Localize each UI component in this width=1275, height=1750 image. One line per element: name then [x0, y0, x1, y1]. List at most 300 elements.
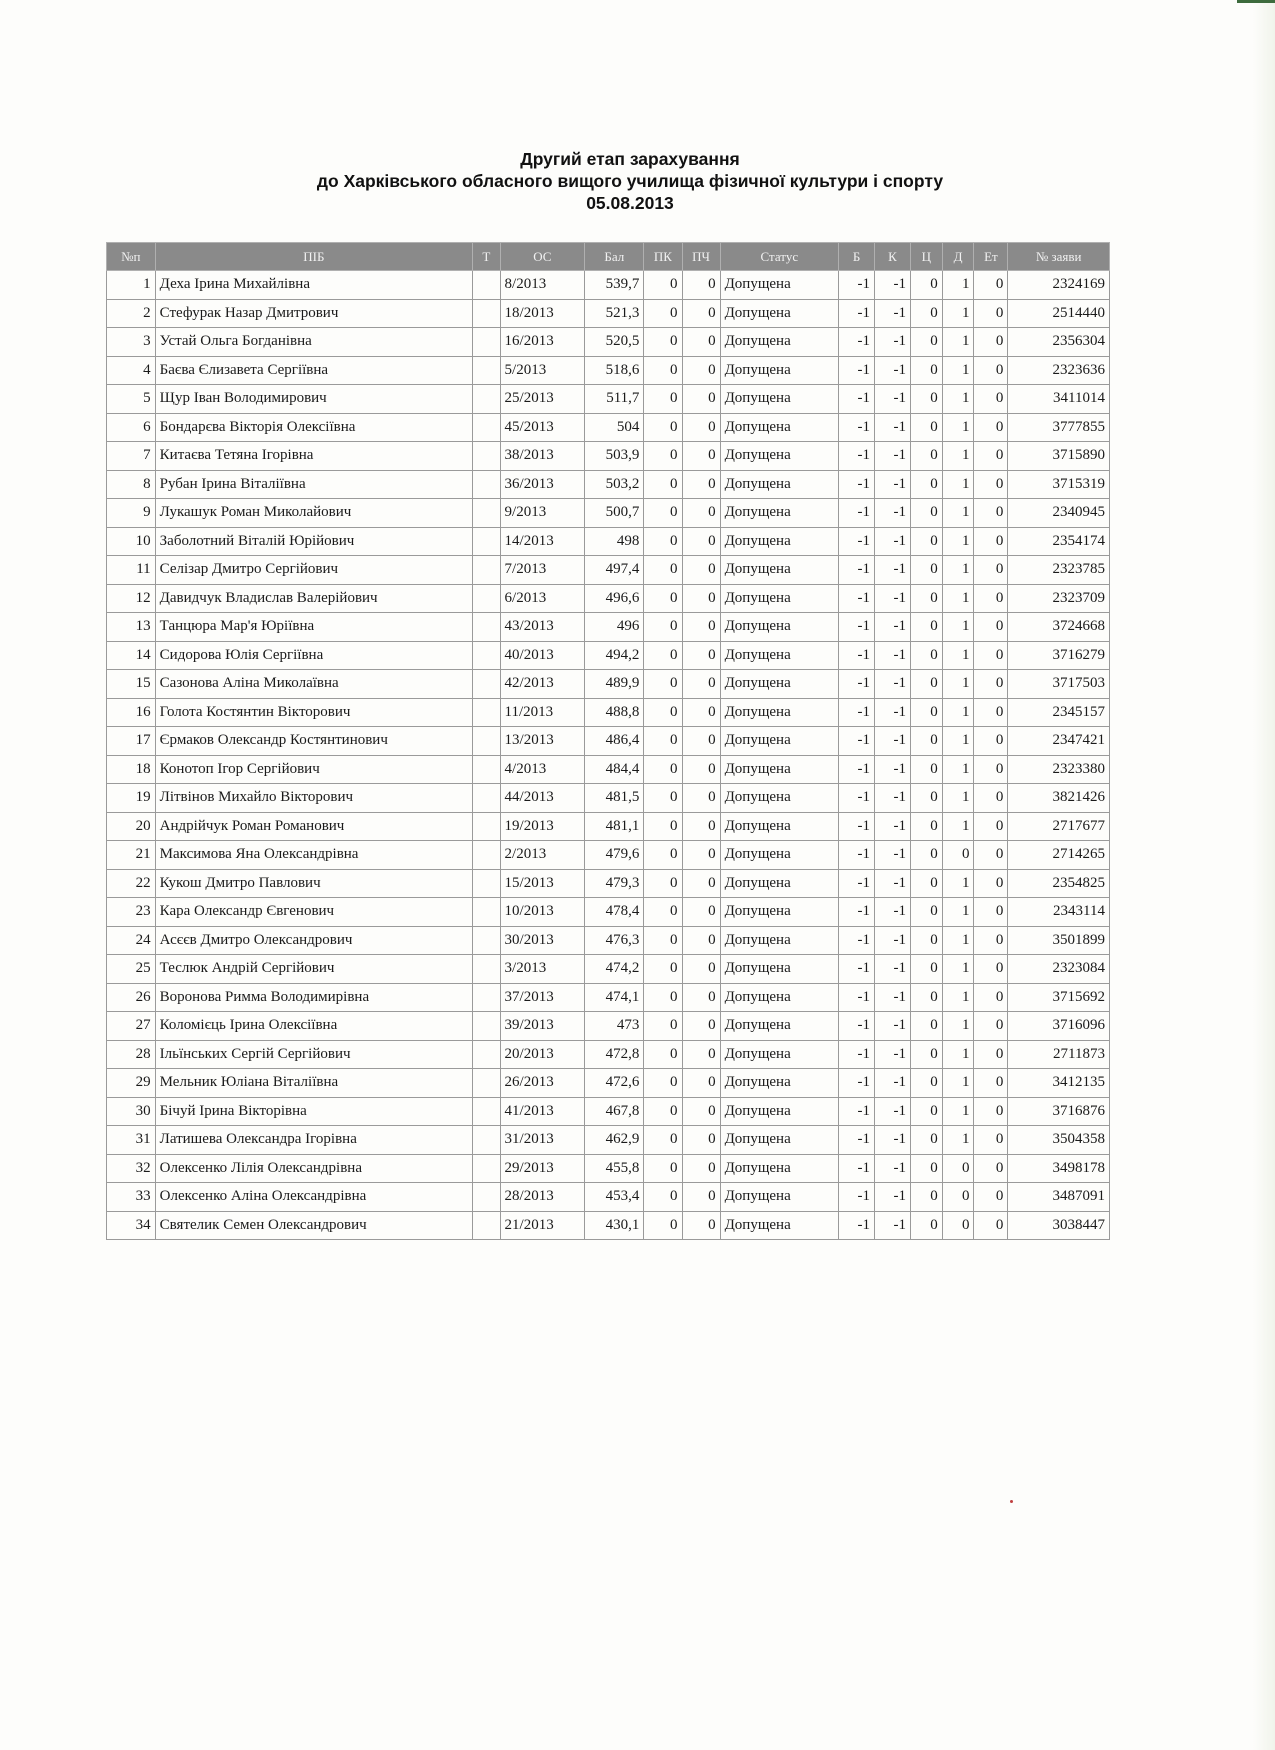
cell-b: -1: [839, 1040, 875, 1069]
cell-t: [473, 271, 501, 300]
cell-et: 0: [974, 812, 1008, 841]
cell-k: -1: [875, 470, 911, 499]
cell-num: 26: [107, 983, 156, 1012]
cell-pch: 0: [682, 1069, 720, 1098]
cell-ts: 0: [911, 1211, 943, 1240]
cell-name: Андрійчук Роман Романович: [155, 812, 472, 841]
cell-name: Стефурак Назар Дмитрович: [155, 299, 472, 328]
table-row: [107, 670, 1110, 699]
cell-os: 40/2013: [500, 641, 585, 670]
cell-status: Допущена: [720, 1012, 838, 1041]
cell-pch: 0: [682, 1012, 720, 1041]
cell-et: 0: [974, 1040, 1008, 1069]
cell-t: [473, 983, 501, 1012]
cell-pch: 0: [682, 1097, 720, 1126]
cell-name: Святелик Семен Олександрович: [155, 1211, 472, 1240]
cell-k: -1: [875, 670, 911, 699]
table-row: [107, 613, 1110, 642]
cell-t: [473, 613, 501, 642]
cell-num: 15: [107, 670, 156, 699]
cell-et: 0: [974, 1012, 1008, 1041]
cell-name: Кукош Дмитро Павлович: [155, 869, 472, 898]
cell-b: -1: [839, 1183, 875, 1212]
cell-k: -1: [875, 1069, 911, 1098]
cell-d: 1: [942, 1126, 974, 1155]
cell-pk: 0: [644, 898, 682, 927]
cell-t: [473, 841, 501, 870]
cell-score: 478,4: [585, 898, 644, 927]
cell-et: 0: [974, 841, 1008, 870]
header-num: №п: [107, 243, 156, 271]
cell-ts: 0: [911, 527, 943, 556]
cell-et: 0: [974, 1211, 1008, 1240]
cell-name: Латишева Олександра Ігорівна: [155, 1126, 472, 1155]
cell-pk: 0: [644, 527, 682, 556]
title-line-2: до Харківського обласного вищого училища фізичної культури і спорту: [316, 171, 944, 191]
cell-name: Лукашук Роман Миколайович: [155, 499, 472, 528]
cell-num: 6: [107, 413, 156, 442]
cell-ts: 0: [911, 1183, 943, 1212]
cell-os: 45/2013: [500, 413, 585, 442]
cell-ts: 0: [911, 727, 943, 756]
cell-k: -1: [875, 385, 911, 414]
cell-os: 10/2013: [500, 898, 585, 927]
cell-pch: 0: [682, 755, 720, 784]
table-row: [107, 841, 1110, 870]
cell-num: 3: [107, 328, 156, 357]
cell-d: 1: [942, 299, 974, 328]
cell-score: 496,6: [585, 584, 644, 613]
cell-application-no: 2717677: [1008, 812, 1110, 841]
cell-t: [473, 1069, 501, 1098]
cell-d: 1: [942, 1097, 974, 1126]
table-row: [107, 356, 1110, 385]
cell-application-no: 2354825: [1008, 869, 1110, 898]
cell-pch: 0: [682, 499, 720, 528]
cell-d: 1: [942, 1040, 974, 1069]
cell-application-no: 3777855: [1008, 413, 1110, 442]
cell-pch: 0: [682, 385, 720, 414]
cell-os: 39/2013: [500, 1012, 585, 1041]
cell-name: Устай Ольга Богданівна: [155, 328, 472, 357]
cell-b: -1: [839, 499, 875, 528]
cell-et: 0: [974, 955, 1008, 984]
cell-num: 1: [107, 271, 156, 300]
cell-status: Допущена: [720, 1126, 838, 1155]
cell-k: -1: [875, 1183, 911, 1212]
cell-num: 2: [107, 299, 156, 328]
cell-pch: 0: [682, 1126, 720, 1155]
cell-os: 25/2013: [500, 385, 585, 414]
cell-pk: 0: [644, 841, 682, 870]
cell-application-no: 2323636: [1008, 356, 1110, 385]
cell-status: Допущена: [720, 869, 838, 898]
cell-pch: 0: [682, 413, 720, 442]
cell-d: 1: [942, 926, 974, 955]
cell-application-no: 3724668: [1008, 613, 1110, 642]
cell-pch: 0: [682, 698, 720, 727]
cell-score: 430,1: [585, 1211, 644, 1240]
cell-score: 496: [585, 613, 644, 642]
cell-d: 1: [942, 385, 974, 414]
cell-ts: 0: [911, 356, 943, 385]
cell-status: Допущена: [720, 470, 838, 499]
cell-status: Допущена: [720, 755, 838, 784]
cell-ts: 0: [911, 926, 943, 955]
cell-pch: 0: [682, 727, 720, 756]
table-row: [107, 641, 1110, 670]
cell-application-no: 3715692: [1008, 983, 1110, 1012]
cell-d: 1: [942, 955, 974, 984]
cell-d: 0: [942, 1211, 974, 1240]
cell-status: Допущена: [720, 1154, 838, 1183]
cell-k: -1: [875, 613, 911, 642]
cell-application-no: 2324169: [1008, 271, 1110, 300]
cell-os: 3/2013: [500, 955, 585, 984]
cell-k: -1: [875, 356, 911, 385]
document-title: [200, 148, 1060, 214]
cell-b: -1: [839, 983, 875, 1012]
cell-num: 30: [107, 1097, 156, 1126]
cell-pk: 0: [644, 1097, 682, 1126]
cell-num: 32: [107, 1154, 156, 1183]
cell-os: 19/2013: [500, 812, 585, 841]
cell-b: -1: [839, 926, 875, 955]
cell-k: -1: [875, 698, 911, 727]
cell-name: Ільїнських Сергій Сергійович: [155, 1040, 472, 1069]
cell-pch: 0: [682, 584, 720, 613]
cell-os: 21/2013: [500, 1211, 585, 1240]
cell-t: [473, 499, 501, 528]
cell-status: Допущена: [720, 328, 838, 357]
cell-et: 0: [974, 926, 1008, 955]
cell-t: [473, 641, 501, 670]
cell-b: -1: [839, 812, 875, 841]
cell-et: 0: [974, 1126, 1008, 1155]
cell-ts: 0: [911, 698, 943, 727]
cell-pk: 0: [644, 385, 682, 414]
cell-k: -1: [875, 299, 911, 328]
cell-t: [473, 470, 501, 499]
cell-name: Китаєва Тетяна Ігорівна: [155, 442, 472, 471]
cell-t: [473, 869, 501, 898]
cell-score: 467,8: [585, 1097, 644, 1126]
cell-pk: 0: [644, 1069, 682, 1098]
cell-ts: 0: [911, 1069, 943, 1098]
cell-pch: 0: [682, 955, 720, 984]
cell-t: [473, 784, 501, 813]
cell-os: 38/2013: [500, 442, 585, 471]
cell-pk: 0: [644, 983, 682, 1012]
cell-status: Допущена: [720, 356, 838, 385]
cell-et: 0: [974, 727, 1008, 756]
cell-status: Допущена: [720, 641, 838, 670]
cell-status: Допущена: [720, 1097, 838, 1126]
cell-d: 0: [942, 1183, 974, 1212]
cell-et: 0: [974, 670, 1008, 699]
cell-status: Допущена: [720, 527, 838, 556]
cell-k: -1: [875, 812, 911, 841]
cell-name: Заболотний Віталій Юрійович: [155, 527, 472, 556]
header-t: Т: [473, 243, 501, 271]
cell-score: 498: [585, 527, 644, 556]
cell-num: 34: [107, 1211, 156, 1240]
cell-pch: 0: [682, 926, 720, 955]
page-edge-shade: [1253, 0, 1275, 1750]
cell-application-no: 2343114: [1008, 898, 1110, 927]
admission-table: [106, 242, 1110, 1240]
cell-t: [473, 926, 501, 955]
cell-t: [473, 670, 501, 699]
table-row: [107, 898, 1110, 927]
cell-t: [473, 1097, 501, 1126]
cell-ts: 0: [911, 1154, 943, 1183]
cell-et: 0: [974, 499, 1008, 528]
cell-score: 518,6: [585, 356, 644, 385]
cell-score: 484,4: [585, 755, 644, 784]
cell-pch: 0: [682, 556, 720, 585]
cell-name: Максимова Яна Олександрівна: [155, 841, 472, 870]
cell-score: 504: [585, 413, 644, 442]
cell-status: Допущена: [720, 584, 838, 613]
cell-application-no: 2356304: [1008, 328, 1110, 357]
cell-os: 28/2013: [500, 1183, 585, 1212]
cell-num: 31: [107, 1126, 156, 1155]
header-et: Ет: [974, 243, 1008, 271]
cell-num: 11: [107, 556, 156, 585]
cell-ts: 0: [911, 385, 943, 414]
cell-name: Мельник Юліана Віталіївна: [155, 1069, 472, 1098]
cell-os: 5/2013: [500, 356, 585, 385]
cell-k: -1: [875, 499, 911, 528]
cell-application-no: 2354174: [1008, 527, 1110, 556]
cell-ts: 0: [911, 470, 943, 499]
table-row: [107, 755, 1110, 784]
cell-t: [473, 727, 501, 756]
cell-pk: 0: [644, 1040, 682, 1069]
cell-d: 0: [942, 841, 974, 870]
cell-ts: 0: [911, 499, 943, 528]
cell-t: [473, 356, 501, 385]
cell-et: 0: [974, 442, 1008, 471]
cell-status: Допущена: [720, 499, 838, 528]
cell-et: 0: [974, 556, 1008, 585]
cell-score: 479,3: [585, 869, 644, 898]
cell-name: Танцюра Мар'я Юріївна: [155, 613, 472, 642]
cell-ts: 0: [911, 584, 943, 613]
header-os: ОС: [500, 243, 585, 271]
cell-k: -1: [875, 556, 911, 585]
cell-pch: 0: [682, 299, 720, 328]
table-row: [107, 869, 1110, 898]
cell-ts: 0: [911, 841, 943, 870]
cell-ts: 0: [911, 812, 943, 841]
table-row: [107, 983, 1110, 1012]
cell-b: -1: [839, 670, 875, 699]
cell-pk: 0: [644, 1126, 682, 1155]
cell-os: 14/2013: [500, 527, 585, 556]
cell-pk: 0: [644, 442, 682, 471]
cell-pch: 0: [682, 527, 720, 556]
cell-score: 481,1: [585, 812, 644, 841]
table-row: [107, 385, 1110, 414]
table-row: [107, 413, 1110, 442]
cell-pk: 0: [644, 926, 682, 955]
cell-application-no: 3715890: [1008, 442, 1110, 471]
cell-os: 44/2013: [500, 784, 585, 813]
table-row: [107, 784, 1110, 813]
cell-score: 472,8: [585, 1040, 644, 1069]
header-ts: Ц: [911, 243, 943, 271]
title-line-3: 05.08.2013: [586, 193, 674, 213]
cell-k: -1: [875, 869, 911, 898]
header-status: Статус: [720, 243, 838, 271]
cell-et: 0: [974, 898, 1008, 927]
cell-ts: 0: [911, 413, 943, 442]
cell-pk: 0: [644, 271, 682, 300]
cell-pk: 0: [644, 1012, 682, 1041]
cell-name: Воронова Римма Володимирівна: [155, 983, 472, 1012]
cell-score: 521,3: [585, 299, 644, 328]
cell-b: -1: [839, 784, 875, 813]
cell-t: [473, 1183, 501, 1212]
cell-pch: 0: [682, 1183, 720, 1212]
cell-os: 37/2013: [500, 983, 585, 1012]
cell-num: 19: [107, 784, 156, 813]
table-body: [107, 271, 1110, 1240]
cell-application-no: 3412135: [1008, 1069, 1110, 1098]
cell-t: [473, 584, 501, 613]
table-row: [107, 271, 1110, 300]
header-d: Д: [942, 243, 974, 271]
cell-num: 20: [107, 812, 156, 841]
cell-t: [473, 442, 501, 471]
cell-d: 1: [942, 641, 974, 670]
cell-application-no: 2323380: [1008, 755, 1110, 784]
cell-os: 15/2013: [500, 869, 585, 898]
cell-status: Допущена: [720, 784, 838, 813]
cell-t: [473, 1012, 501, 1041]
cell-k: -1: [875, 1154, 911, 1183]
cell-pk: 0: [644, 299, 682, 328]
cell-d: 1: [942, 328, 974, 357]
cell-d: 1: [942, 670, 974, 699]
cell-pk: 0: [644, 869, 682, 898]
cell-os: 30/2013: [500, 926, 585, 955]
table-row: [107, 926, 1110, 955]
cell-score: 503,2: [585, 470, 644, 499]
cell-num: 16: [107, 698, 156, 727]
table-row: [107, 584, 1110, 613]
cell-pch: 0: [682, 1211, 720, 1240]
cell-score: 479,6: [585, 841, 644, 870]
cell-et: 0: [974, 698, 1008, 727]
cell-pk: 0: [644, 784, 682, 813]
cell-et: 0: [974, 983, 1008, 1012]
cell-pk: 0: [644, 413, 682, 442]
cell-application-no: 3504358: [1008, 1126, 1110, 1155]
cell-status: Допущена: [720, 1069, 838, 1098]
cell-k: -1: [875, 955, 911, 984]
cell-t: [473, 755, 501, 784]
cell-application-no: 3038447: [1008, 1211, 1110, 1240]
cell-d: 1: [942, 983, 974, 1012]
title-line-1: Другий етап зарахування: [520, 149, 740, 169]
cell-et: 0: [974, 328, 1008, 357]
cell-score: 503,9: [585, 442, 644, 471]
header-k: К: [875, 243, 911, 271]
cell-application-no: 3715319: [1008, 470, 1110, 499]
cell-status: Допущена: [720, 413, 838, 442]
table-row: [107, 1069, 1110, 1098]
table-row: [107, 727, 1110, 756]
cell-pk: 0: [644, 584, 682, 613]
cell-et: 0: [974, 271, 1008, 300]
cell-os: 16/2013: [500, 328, 585, 357]
cell-k: -1: [875, 926, 911, 955]
cell-t: [473, 698, 501, 727]
cell-ts: 0: [911, 869, 943, 898]
cell-num: 23: [107, 898, 156, 927]
cell-num: 24: [107, 926, 156, 955]
cell-et: 0: [974, 1069, 1008, 1098]
cell-t: [473, 527, 501, 556]
cell-b: -1: [839, 1126, 875, 1155]
table-row: [107, 1040, 1110, 1069]
table-row: [107, 299, 1110, 328]
cell-application-no: 3716096: [1008, 1012, 1110, 1041]
scan-speck: [1010, 1500, 1013, 1503]
cell-status: Допущена: [720, 613, 838, 642]
table-row: [107, 698, 1110, 727]
cell-num: 33: [107, 1183, 156, 1212]
table-row: [107, 527, 1110, 556]
cell-pk: 0: [644, 470, 682, 499]
cell-application-no: 3717503: [1008, 670, 1110, 699]
cell-b: -1: [839, 955, 875, 984]
cell-pk: 0: [644, 1183, 682, 1212]
cell-b: -1: [839, 442, 875, 471]
cell-k: -1: [875, 1211, 911, 1240]
header-b: Б: [839, 243, 875, 271]
table-row: [107, 556, 1110, 585]
cell-k: -1: [875, 442, 911, 471]
cell-k: -1: [875, 755, 911, 784]
cell-application-no: 3501899: [1008, 926, 1110, 955]
cell-d: 1: [942, 556, 974, 585]
table-row: [107, 1211, 1110, 1240]
cell-os: 31/2013: [500, 1126, 585, 1155]
cell-ts: 0: [911, 271, 943, 300]
cell-ts: 0: [911, 898, 943, 927]
cell-d: 0: [942, 1154, 974, 1183]
cell-b: -1: [839, 584, 875, 613]
cell-et: 0: [974, 527, 1008, 556]
cell-num: 9: [107, 499, 156, 528]
cell-d: 1: [942, 442, 974, 471]
cell-num: 25: [107, 955, 156, 984]
cell-ts: 0: [911, 613, 943, 642]
cell-d: 1: [942, 784, 974, 813]
cell-num: 7: [107, 442, 156, 471]
cell-name: Баєва Єлизавета Сергіївна: [155, 356, 472, 385]
cell-num: 5: [107, 385, 156, 414]
cell-t: [473, 1040, 501, 1069]
cell-b: -1: [839, 727, 875, 756]
cell-score: 539,7: [585, 271, 644, 300]
table-row: [107, 955, 1110, 984]
cell-pch: 0: [682, 442, 720, 471]
